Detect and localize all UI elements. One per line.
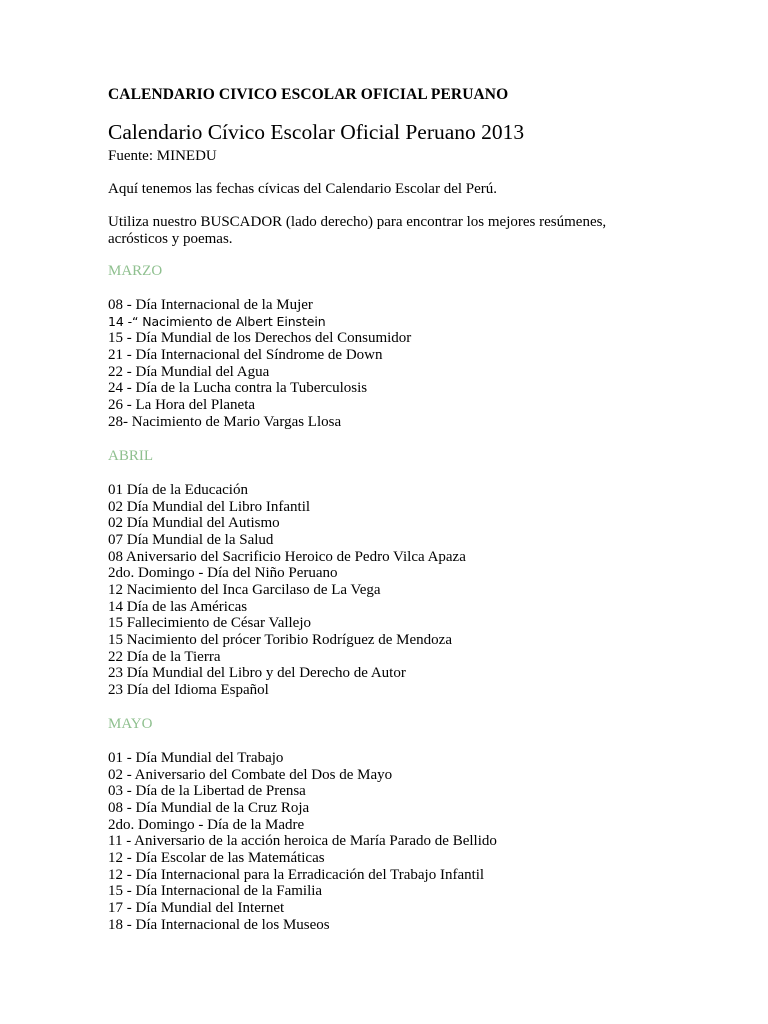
list-item: 17 - Día Mundial del Internet [108,899,285,916]
intro-paragraph: Aquí tenemos las fechas cívicas del Calendario Escolar del Perú. [108,181,498,197]
month-heading-mayo: MAYO [108,716,153,732]
list-item: 02 - Aniversario del Combate del Dos de Mayo [108,766,393,783]
list-item: 23 Día del Idioma Español [108,681,269,698]
event-list-marzo [108,297,411,430]
list-item: 28- Nacimiento de Mario Vargas Llosa [108,413,342,430]
list-item: 2do. Domingo - Día del Niño Peruano [108,565,338,582]
list-item: 03 - Día de la Libertad de Prensa [108,783,306,800]
list-item: 24 - Día de la Lucha contra la Tuberculosis [108,380,368,397]
document-title: Calendario Cívico Escolar Oficial Peruano 2013 [108,120,525,144]
list-item: 15 Nacimiento del prócer Toribio Rodríguez de Mendoza [108,631,452,648]
list-item: 18 - Día Internacional de los Museos [108,916,330,933]
month-heading-marzo: MARZO [108,263,163,279]
list-item: 02 Día Mundial del Libro Infantil [108,498,311,515]
list-item: 12 - Día Internacional para la Erradicación del Trabajo Infantil [108,866,485,883]
event-list-abril [108,482,466,699]
list-item: 14 Día de las Américas [108,598,248,615]
list-item: 01 Día de la Educación [108,482,248,498]
list-item: 12 - Día Escolar de las Matemáticas [108,849,325,866]
buscador-paragraph: Utiliza nuestro BUSCADOR (lado derecho) para encontrar los mejores resúmenes, acrósticos y poemas. [108,214,607,247]
list-item: 26 - La Hora del Planeta [108,396,256,413]
list-item: 08 Aniversario del Sacrificio Heroico de Pedro Vilca Apaza [108,548,466,565]
source-line: Fuente: MINEDU [108,148,217,164]
list-item: 11 - Aniversario de la acción heroica de María Parado de Bellido [108,833,497,850]
list-item: 12 Nacimiento del Inca Garcilaso de La Vega [108,581,381,598]
list-item: 08 - Día Internacional de la Mujer [108,297,313,313]
list-item: 07 Día Mundial de la Salud [108,531,274,548]
list-item: 15 - Día Internacional de la Familia [108,883,323,900]
list-item: 15 - Día Mundial de los Derechos del Consumidor [108,330,412,347]
list-item: 02 Día Mundial del Autismo [108,515,280,532]
list-item: 01 - Día Mundial del Trabajo [108,750,284,766]
list-item: 15 Fallecimiento de César Vallejo [108,615,312,632]
list-item: 22 - Día Mundial del Agua [108,363,270,380]
list-item: 21 - Día Internacional del Síndrome de Down [108,346,383,363]
list-item: 22 Día de la Tierra [108,648,221,665]
list-item: 23 Día Mundial del Libro y del Derecho de Autor [108,665,406,682]
list-item: 08 - Día Mundial de la Cruz Roja [108,799,310,816]
document-heading: CALENDARIO CIVICO ESCOLAR OFICIAL PERUANO [108,86,509,103]
list-item: 2do. Domingo - Día de la Madre [108,816,305,833]
list-item: 14 -“ Nacimiento de Albert Einstein [108,313,326,329]
event-list-mayo [108,750,497,933]
month-heading-abril: ABRIL [108,448,153,464]
